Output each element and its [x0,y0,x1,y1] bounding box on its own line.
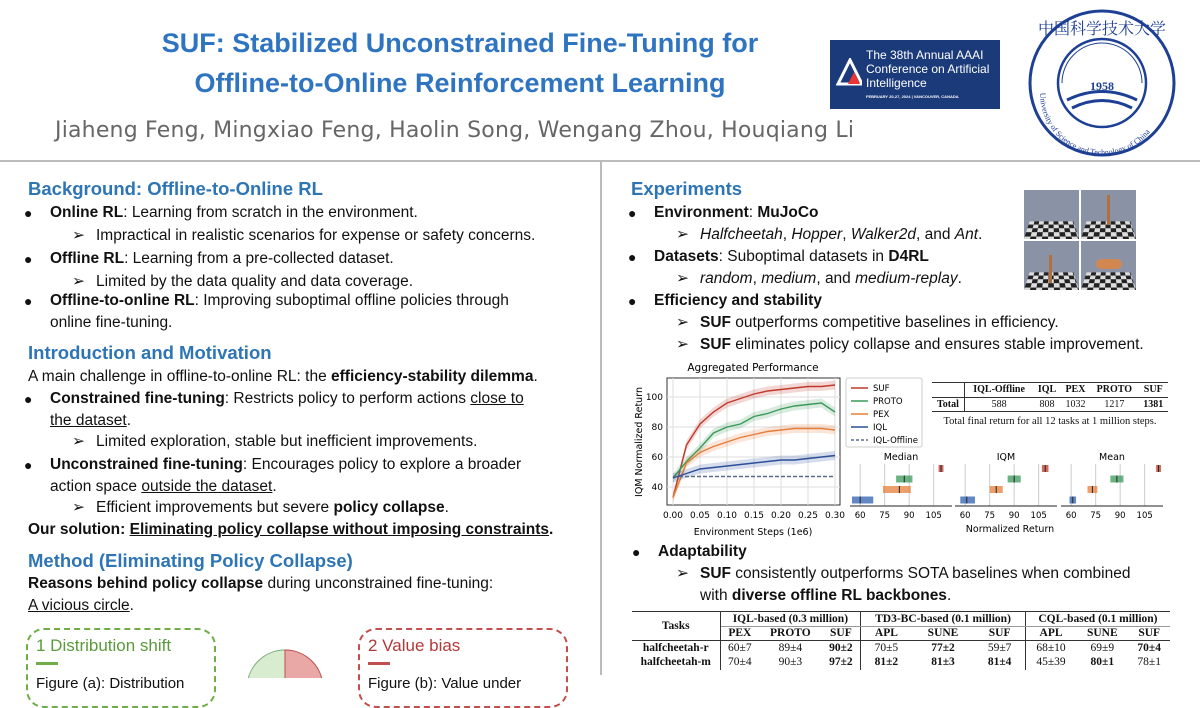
conference-line3: Intelligence [866,76,927,90]
tick-label: 90 [1114,511,1126,521]
poster-title-line2: Offline-to-Online Reinforcement Learning [194,68,726,98]
total-header: SUF [1139,383,1168,398]
table-cell: 81±3 [931,656,955,669]
legend-label: IQL [873,423,887,433]
column-header: SUF [822,626,861,641]
panel-title: Median [883,452,919,463]
box2-title: 2 Value bias [368,636,461,655]
table-row [632,641,1170,656]
table-cell: 77±2 [931,642,955,654]
bullet-constrained: ● Constrained fine-tuning: Restricts policy to perform actions close to the dataset. [50,388,524,432]
column-header: SUNE [1076,626,1128,641]
table-cell: 70±4 [1137,642,1161,654]
table-cell: 80±1 [1090,656,1115,669]
tick-label: 90 [903,511,915,521]
sub-impractical: ➢ Impractical in realistic scenarios for expense or safety concerns. [96,225,535,247]
x-axis-label: Normalized Return [965,524,1055,535]
table-cell: 60±7 [728,642,752,654]
bullet-datasets: ● Datasets: Suboptimal datasets in D4RL [654,246,929,268]
interval-estimates-chart [842,448,1172,538]
halfcheetah-render [1024,190,1079,239]
table-cell: 89±4 [778,642,803,654]
sub-environments: ➢ Halfcheetah, Hopper, Walker2d, and Ant. [700,224,982,246]
svg-text:1958: 1958 [1090,79,1114,93]
tick-label: 60 [1065,511,1077,521]
column-divider [600,162,602,675]
bullet-efficiency: ● Efficiency and stability [654,290,822,312]
legend-label: PEX [873,410,890,420]
poster-title-line1: SUF: Stabilized Unconstrained Fine-Tuning for [161,28,759,58]
x-tick-label: 0.00 [662,511,684,521]
column-header: SUF [1128,626,1170,641]
total-header: IQL [1033,383,1060,398]
aaai-triangle-icon [836,58,862,86]
tick-label: 60 [854,511,866,521]
column-header: SUNE [912,626,975,641]
y-tick-label: 80 [651,423,663,433]
tick-label: 105 [925,511,942,521]
sub-unconstrained: ➢ Efficient improvements but severe policy collapse. [96,497,449,519]
bullet-offline-to-online: ● Offline-to-online RL: Improving suboptimal offline policies through online fine-tuning. [50,290,509,334]
interval-bar-iql [852,497,873,504]
intro-lead: A main challenge in offline-to-online RL: the efficiency-stability dilemma. [28,368,538,385]
bullet-unconstrained: ● Unconstrained fine-tuning: Encourages policy to explore a broader action space outside the dataset. [50,454,521,498]
intro-heading: Introduction and Motivation [28,342,272,363]
tick-label: 75 [984,511,996,521]
conference-dates: FEBRUARY 20-27, 2024 | VANCOUVER, CANADA [866,94,959,99]
total-header: PROTO [1090,383,1138,398]
tick-label: 90 [1008,511,1020,521]
aaai-logo [830,40,1000,109]
total-cell: Total [932,397,964,412]
vicious-circle-diagram [245,648,325,678]
table-cell: 68±10 [1036,642,1066,654]
column-header: APL [1025,626,1076,641]
y-axis-label: IQM Normalized Return [634,387,645,497]
chart-title: Aggregated Performance [687,362,819,374]
total-return-table [932,382,1168,427]
legend-label: SUF [873,384,890,394]
legend-label: PROTO [873,397,903,407]
our-solution: Our solution: Eliminating policy collapse without imposing constraints. [28,521,554,538]
table-cell: 70±4 [728,656,752,669]
column-header: APL [861,626,912,641]
authors: Jiaheng Feng, Mingxiao Feng, Haolin Song, Wengang Zhou, Houqiang Li [55,118,855,143]
table-cell: 90±3 [778,656,803,669]
x-tick-label: 0.30 [824,511,846,521]
backbone-table [632,611,1170,670]
method-heading: Method (Eliminating Policy Collapse) [28,550,353,571]
table-cell: 81±2 [874,656,899,669]
tick-label: 75 [1090,511,1102,521]
x-tick-label: 0.20 [770,511,792,521]
sub-eff2: ➢ SUF eliminates policy collapse and ensures stable improvement. [700,334,1144,356]
table-cell: 69±9 [1090,642,1115,654]
total-header: PEX [1061,383,1090,398]
x-tick-label: 0.15 [743,511,765,521]
tasks-header: Tasks [632,612,720,641]
sub-limited: ➢ Limited by the data quality and data coverage. [96,271,413,293]
bullet-offline-rl: ● Offline RL: Learning from a pre-collected dataset. [50,248,394,270]
conference-line1: The 38th Annual AAAI [866,48,984,62]
svg-text:中国科学技术大学: 中国科学技术大学 [1037,19,1167,38]
conference-line2: Conference on Artificial [866,62,990,76]
column-header: PEX [720,626,759,641]
interval-bar-iql [960,497,975,504]
total-cell: 1032 [1065,398,1086,410]
panel-title: Mean [1099,452,1125,463]
table-cell: 45±39 [1036,656,1066,669]
table-row [632,655,1170,670]
legend-label: IQL-Offline [873,436,918,446]
background-heading: Background: Offline-to-Online RL [28,178,323,199]
x-axis-label: Environment Steps (1e6) [693,527,813,538]
task-name: halfcheetah-r [632,641,720,656]
ustc-logo [1022,8,1182,158]
bullet-environment: ● Environment: MuJoCo [654,202,819,224]
tick-label: 105 [1136,511,1153,521]
column-header: PROTO [759,626,821,641]
y-tick-label: 60 [651,453,663,463]
box1-text: Figure (a): Distribution [36,675,185,692]
column-header: SUF [974,626,1025,641]
total-cell: 1217 [1104,398,1125,410]
value-bias-box [358,628,568,708]
table-cell: 59±7 [974,641,1025,656]
table-cell: 70±5 [874,642,899,654]
ant-render [1081,241,1136,290]
box1-title: 1 Distribution shift [36,636,172,655]
box2-text: Figure (b): Value under [368,675,522,692]
walker2d-render [1024,241,1079,290]
vicious-circle: A vicious circle. [28,597,134,614]
bullet-online-rl: ● Online RL: Learning from scratch in the environment. [50,202,418,224]
y-tick-label: 40 [651,483,663,493]
sub-constrained: ➢ Limited exploration, stable but inefficient improvements. [96,431,477,453]
total-cell: 1381 [1143,398,1164,410]
total-header: IQL-Offline [964,383,1033,398]
table-cell: 81±4 [974,655,1025,670]
method-reasons: Reasons behind policy collapse during unconstrained fine-tuning: [28,575,494,592]
y-tick-label: 100 [645,393,663,403]
tick-label: 105 [1030,511,1047,521]
group-header: IQL-based (0.3 million) [720,612,861,627]
sub-datasets: ➢ random, medium, and medium-replay. [700,268,962,290]
total-header [932,383,964,398]
x-tick-label: 0.10 [716,511,738,521]
x-tick-label: 0.05 [689,511,711,521]
sub-eff1: ➢ SUF outperforms competitive baselines in efficiency. [700,312,1059,334]
distribution-shift-box [26,628,216,708]
sub-adapt: ➢ SUF consistently outperforms SOTA baselines when combined with diverse offline RL backbones. [700,563,1130,607]
group-header: TD3-BC-based (0.1 million) [861,612,1026,627]
tick-label: 75 [879,511,891,521]
table-cell: 78±1 [1137,656,1161,669]
table-cell: 90±2 [822,641,861,656]
x-tick-label: 0.25 [797,511,819,521]
panel-title: IQM [996,452,1016,463]
table-cell: 97±2 [822,655,861,670]
experiments-heading: Experiments [631,178,743,199]
total-table-caption: Total final return for all 12 tasks at 1 million steps. [943,416,1157,427]
total-cell: 808 [1039,398,1055,410]
tick-label: 60 [959,511,971,521]
mujoco-renders [1024,190,1136,290]
bullet-adaptability: ● Adaptability [658,541,747,563]
total-cell: 588 [991,398,1007,410]
hopper-render [1081,190,1136,239]
group-header: CQL-based (0.1 million) [1025,612,1170,627]
task-name: halfcheetah-m [632,655,720,670]
interval-bar-pex [883,486,911,493]
svg-text:University of Science and Tech: University of Science and Technology of China [1037,92,1152,158]
